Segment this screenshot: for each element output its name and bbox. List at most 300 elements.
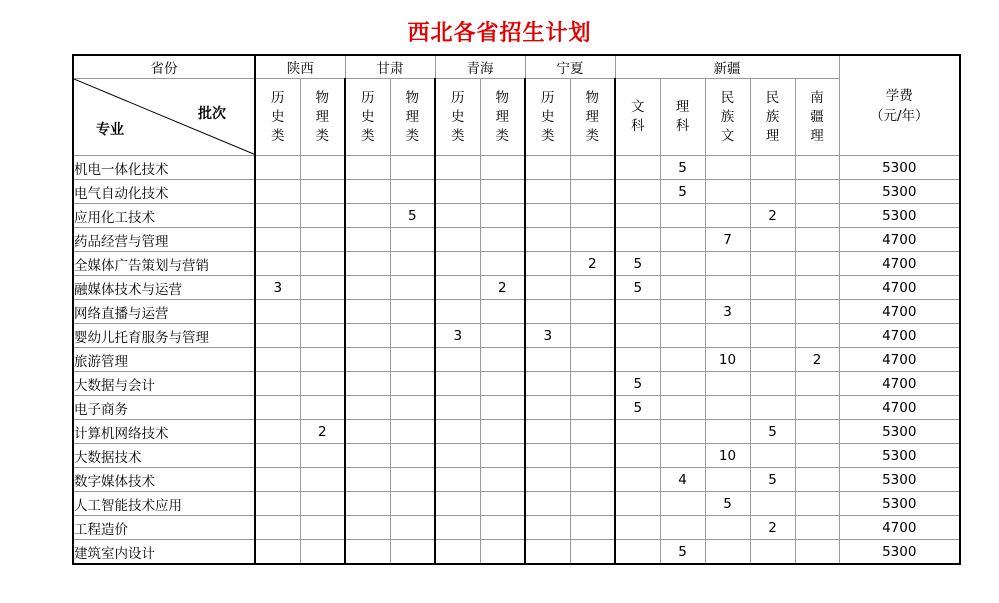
quota-cell <box>255 468 300 492</box>
quota-cell <box>480 180 525 204</box>
quota-cell <box>705 180 750 204</box>
quota-cell <box>345 516 390 540</box>
quota-cell: 2 <box>750 516 795 540</box>
quota-cell <box>570 156 615 180</box>
quota-cell: 5 <box>615 396 660 420</box>
category-header <box>300 79 345 156</box>
quota-cell <box>570 468 615 492</box>
quota-cell <box>525 492 570 516</box>
quota-cell <box>660 204 705 228</box>
category-header <box>750 79 795 156</box>
table-row <box>73 300 960 324</box>
quota-cell <box>525 156 570 180</box>
quota-cell <box>705 276 750 300</box>
major-name: 旅游管理 <box>73 348 255 372</box>
tuition-cell: 4700 <box>839 396 960 420</box>
tuition-cell: 4700 <box>839 324 960 348</box>
tuition-cell: 4700 <box>839 276 960 300</box>
quota-cell <box>570 180 615 204</box>
table-row <box>73 420 960 444</box>
tuition-cell: 4700 <box>839 372 960 396</box>
quota-cell <box>525 300 570 324</box>
quota-cell: 5 <box>660 540 705 565</box>
quota-cell <box>660 300 705 324</box>
quota-cell <box>750 444 795 468</box>
tuition-cell: 5300 <box>839 444 960 468</box>
table-row <box>73 444 960 468</box>
quota-cell <box>570 276 615 300</box>
quota-cell <box>300 252 345 276</box>
quota-cell <box>750 372 795 396</box>
quota-cell <box>615 444 660 468</box>
quota-cell: 5 <box>615 276 660 300</box>
quota-cell <box>390 540 435 565</box>
quota-cell <box>345 180 390 204</box>
quota-cell <box>615 540 660 565</box>
quota-cell <box>525 372 570 396</box>
quota-cell <box>435 396 480 420</box>
quota-cell <box>255 324 300 348</box>
quota-cell <box>390 252 435 276</box>
quota-cell <box>660 420 705 444</box>
quota-cell <box>795 156 839 180</box>
page-title: 西北各省招生计划 <box>407 21 592 46</box>
category-label: 历史类 <box>451 89 465 144</box>
category-label: 历史类 <box>361 89 375 144</box>
quota-cell: 5 <box>705 492 750 516</box>
quota-cell <box>570 372 615 396</box>
quota-cell <box>480 156 525 180</box>
quota-cell <box>660 372 705 396</box>
category-label: 物理类 <box>495 89 509 144</box>
quota-cell <box>750 276 795 300</box>
quota-cell <box>480 540 525 565</box>
quota-cell <box>255 204 300 228</box>
tuition-cell: 5300 <box>839 180 960 204</box>
quota-cell <box>300 180 345 204</box>
category-label: 历史类 <box>271 89 285 144</box>
quota-cell <box>255 396 300 420</box>
quota-cell <box>300 372 345 396</box>
quota-cell: 10 <box>705 444 750 468</box>
quota-cell <box>345 300 390 324</box>
quota-cell <box>615 156 660 180</box>
province-header-row <box>73 55 960 79</box>
quota-cell <box>255 444 300 468</box>
quota-cell <box>615 180 660 204</box>
tuition-cell: 5300 <box>839 492 960 516</box>
quota-cell <box>525 420 570 444</box>
tuition-cell: 5300 <box>839 540 960 565</box>
quota-cell <box>345 252 390 276</box>
quota-cell <box>390 516 435 540</box>
major-name: 电气自动化技术 <box>73 180 255 204</box>
quota-cell <box>390 180 435 204</box>
quota-cell <box>570 516 615 540</box>
table-row <box>73 468 960 492</box>
quota-cell <box>480 228 525 252</box>
quota-cell <box>435 180 480 204</box>
quota-cell: 5 <box>660 180 705 204</box>
major-name: 机电一体化技术 <box>73 156 255 180</box>
quota-cell <box>795 540 839 565</box>
quota-cell <box>390 492 435 516</box>
diagonal-line <box>74 79 256 155</box>
category-header <box>435 79 480 156</box>
quota-cell <box>435 516 480 540</box>
quota-cell <box>390 396 435 420</box>
tuition-cell: 4700 <box>839 228 960 252</box>
quota-cell: 10 <box>705 348 750 372</box>
quota-cell <box>705 540 750 565</box>
category-header <box>525 79 570 156</box>
category-header <box>570 79 615 156</box>
quota-cell <box>255 252 300 276</box>
province-column-header: 省份 <box>73 55 255 79</box>
quota-cell <box>345 396 390 420</box>
quota-cell <box>615 204 660 228</box>
quota-cell <box>570 324 615 348</box>
quota-cell <box>660 516 705 540</box>
quota-cell <box>300 300 345 324</box>
quota-cell <box>255 492 300 516</box>
quota-cell <box>570 204 615 228</box>
major-name: 大数据与会计 <box>73 372 255 396</box>
quota-cell <box>570 396 615 420</box>
quota-cell: 7 <box>705 228 750 252</box>
quota-cell <box>615 228 660 252</box>
tuition-header <box>839 55 960 156</box>
quota-cell <box>480 348 525 372</box>
tuition-label: 学费 <box>885 87 913 104</box>
quota-cell: 5 <box>660 156 705 180</box>
quota-cell: 3 <box>705 300 750 324</box>
quota-cell <box>300 516 345 540</box>
category-label: 南疆理 <box>810 89 824 144</box>
quota-cell <box>795 492 839 516</box>
category-label: 理科 <box>675 99 690 134</box>
quota-cell <box>435 372 480 396</box>
quota-cell <box>570 444 615 468</box>
quota-cell <box>795 252 839 276</box>
quota-cell <box>435 276 480 300</box>
major-name: 大数据技术 <box>73 444 255 468</box>
quota-cell <box>795 516 839 540</box>
enrollment-table-body <box>73 156 960 565</box>
quota-cell <box>300 228 345 252</box>
table-row <box>73 252 960 276</box>
category-header <box>615 79 660 156</box>
province-gansu: 甘肃 <box>345 55 435 79</box>
category-label: 物理类 <box>315 89 329 144</box>
quota-cell <box>480 324 525 348</box>
quota-cell: 5 <box>750 420 795 444</box>
quota-cell <box>435 252 480 276</box>
quota-cell <box>345 372 390 396</box>
quota-cell <box>660 492 705 516</box>
category-label: 民族理 <box>765 89 780 144</box>
quota-cell <box>255 180 300 204</box>
major-name: 电子商务 <box>73 396 255 420</box>
quota-cell <box>795 180 839 204</box>
quota-cell <box>390 156 435 180</box>
quota-cell <box>345 228 390 252</box>
province-shaanxi: 陕西 <box>255 55 345 79</box>
province-qinghai: 青海 <box>435 55 525 79</box>
major-name: 融媒体技术与运营 <box>73 276 255 300</box>
quota-cell <box>435 300 480 324</box>
category-header <box>705 79 750 156</box>
quota-cell: 5 <box>615 372 660 396</box>
quota-cell <box>480 372 525 396</box>
table-row <box>73 348 960 372</box>
quota-cell <box>615 492 660 516</box>
quota-cell <box>705 372 750 396</box>
table-row <box>73 540 960 565</box>
quota-cell <box>795 204 839 228</box>
quota-cell <box>750 252 795 276</box>
tuition-unit: （元/年） <box>869 107 929 124</box>
quota-cell <box>525 396 570 420</box>
quota-cell <box>300 348 345 372</box>
quota-cell <box>390 348 435 372</box>
category-header <box>480 79 525 156</box>
quota-cell <box>795 420 839 444</box>
quota-cell <box>300 540 345 565</box>
tuition-cell: 5300 <box>839 204 960 228</box>
tuition-cell: 5300 <box>839 156 960 180</box>
quota-cell <box>345 324 390 348</box>
table-row <box>73 372 960 396</box>
quota-cell <box>390 444 435 468</box>
quota-cell: 2 <box>750 204 795 228</box>
quota-cell <box>345 204 390 228</box>
quota-cell <box>750 156 795 180</box>
quota-cell <box>345 468 390 492</box>
quota-cell <box>570 492 615 516</box>
quota-cell <box>615 420 660 444</box>
quota-cell <box>390 372 435 396</box>
quota-cell <box>795 468 839 492</box>
quota-cell <box>435 492 480 516</box>
tuition-cell: 5300 <box>839 468 960 492</box>
quota-cell <box>525 468 570 492</box>
quota-cell <box>300 492 345 516</box>
quota-cell: 5 <box>390 204 435 228</box>
major-name: 人工智能技术应用 <box>73 492 255 516</box>
quota-cell <box>525 180 570 204</box>
quota-cell <box>435 348 480 372</box>
category-header <box>660 79 705 156</box>
major-name: 建筑室内设计 <box>73 540 255 565</box>
table-row <box>73 324 960 348</box>
quota-cell <box>570 228 615 252</box>
quota-cell <box>750 396 795 420</box>
quota-cell: 2 <box>300 420 345 444</box>
quota-cell: 2 <box>480 276 525 300</box>
table-row <box>73 156 960 180</box>
quota-cell <box>660 276 705 300</box>
quota-cell <box>525 516 570 540</box>
table-row <box>73 396 960 420</box>
quota-cell <box>525 348 570 372</box>
category-label: 历史类 <box>541 89 555 144</box>
quota-cell <box>615 300 660 324</box>
quota-cell <box>795 324 839 348</box>
quota-cell <box>750 180 795 204</box>
category-label: 物理类 <box>585 89 599 144</box>
quota-cell <box>480 468 525 492</box>
quota-cell <box>255 516 300 540</box>
major-name: 药品经营与管理 <box>73 228 255 252</box>
quota-cell: 3 <box>255 276 300 300</box>
major-name: 婴幼儿托育服务与管理 <box>73 324 255 348</box>
major-name: 计算机网络技术 <box>73 420 255 444</box>
quota-cell <box>255 156 300 180</box>
quota-cell <box>795 444 839 468</box>
quota-cell <box>795 300 839 324</box>
quota-cell <box>795 396 839 420</box>
table-row <box>73 204 960 228</box>
quota-cell <box>435 228 480 252</box>
quota-cell <box>300 444 345 468</box>
quota-cell <box>300 156 345 180</box>
quota-cell <box>255 300 300 324</box>
province-ningxia: 宁夏 <box>525 55 615 79</box>
quota-cell: 2 <box>570 252 615 276</box>
tuition-cell: 5300 <box>839 420 960 444</box>
quota-cell <box>705 468 750 492</box>
quota-cell <box>525 276 570 300</box>
category-header <box>255 79 300 156</box>
quota-cell <box>255 540 300 565</box>
enrollment-plan-table <box>72 54 961 565</box>
quota-cell <box>480 396 525 420</box>
quota-cell <box>705 324 750 348</box>
quota-cell <box>390 420 435 444</box>
category-label: 文科 <box>631 99 645 134</box>
quota-cell <box>255 228 300 252</box>
quota-cell <box>660 348 705 372</box>
quota-cell <box>255 420 300 444</box>
quota-cell <box>390 324 435 348</box>
quota-cell <box>435 540 480 565</box>
quota-cell <box>660 252 705 276</box>
quota-cell <box>660 444 705 468</box>
quota-cell <box>705 396 750 420</box>
category-label: 民族文 <box>720 89 735 144</box>
batch-label: 批次 <box>198 106 226 122</box>
quota-cell: 5 <box>750 468 795 492</box>
quota-cell <box>345 156 390 180</box>
quota-cell: 5 <box>615 252 660 276</box>
quota-cell <box>705 252 750 276</box>
quota-cell: 4 <box>660 468 705 492</box>
quota-cell <box>750 324 795 348</box>
category-header <box>390 79 435 156</box>
quota-cell <box>435 468 480 492</box>
quota-cell: 3 <box>435 324 480 348</box>
quota-cell <box>750 540 795 565</box>
quota-cell <box>570 540 615 565</box>
quota-cell <box>660 396 705 420</box>
quota-cell <box>660 324 705 348</box>
quota-cell <box>750 300 795 324</box>
tuition-cell: 4700 <box>839 300 960 324</box>
quota-cell <box>345 540 390 565</box>
quota-cell <box>300 396 345 420</box>
quota-cell <box>300 324 345 348</box>
quota-cell <box>660 228 705 252</box>
table-row <box>73 492 960 516</box>
quota-cell <box>480 492 525 516</box>
quota-cell <box>525 444 570 468</box>
diagonal-corner-header <box>73 79 255 156</box>
table-row <box>73 228 960 252</box>
quota-cell <box>750 492 795 516</box>
quota-cell <box>705 204 750 228</box>
quota-cell <box>345 444 390 468</box>
quota-cell <box>570 420 615 444</box>
quota-cell <box>300 204 345 228</box>
quota-cell <box>390 228 435 252</box>
quota-cell <box>615 348 660 372</box>
quota-cell <box>525 204 570 228</box>
quota-cell <box>345 420 390 444</box>
tuition-cell: 4700 <box>839 348 960 372</box>
quota-cell <box>705 420 750 444</box>
quota-cell <box>795 372 839 396</box>
major-name: 网络直播与运营 <box>73 300 255 324</box>
table-row <box>73 276 960 300</box>
major-name: 工程造价 <box>73 516 255 540</box>
quota-cell: 3 <box>525 324 570 348</box>
major-name: 数字媒体技术 <box>73 468 255 492</box>
quota-cell <box>705 516 750 540</box>
quota-cell <box>570 348 615 372</box>
quota-cell <box>300 276 345 300</box>
major-name: 应用化工技术 <box>73 204 255 228</box>
quota-cell <box>615 516 660 540</box>
quota-cell <box>705 156 750 180</box>
quota-cell <box>435 420 480 444</box>
quota-cell <box>300 468 345 492</box>
tuition-cell: 4700 <box>839 252 960 276</box>
quota-cell <box>255 348 300 372</box>
quota-cell <box>480 420 525 444</box>
major-label: 专业 <box>96 122 124 138</box>
tuition-cell: 4700 <box>839 516 960 540</box>
quota-cell <box>480 204 525 228</box>
quota-cell <box>435 444 480 468</box>
quota-cell <box>525 540 570 565</box>
category-header-row <box>73 79 960 156</box>
quota-cell <box>345 492 390 516</box>
quota-cell <box>480 444 525 468</box>
quota-cell <box>435 156 480 180</box>
quota-cell <box>750 348 795 372</box>
quota-cell <box>480 300 525 324</box>
quota-cell <box>525 252 570 276</box>
quota-cell <box>795 228 839 252</box>
quota-cell <box>750 228 795 252</box>
category-label: 物理类 <box>405 89 419 144</box>
province-xinjiang: 新疆 <box>615 55 839 79</box>
category-header <box>795 79 839 156</box>
quota-cell <box>390 468 435 492</box>
quota-cell <box>525 228 570 252</box>
quota-cell <box>570 300 615 324</box>
